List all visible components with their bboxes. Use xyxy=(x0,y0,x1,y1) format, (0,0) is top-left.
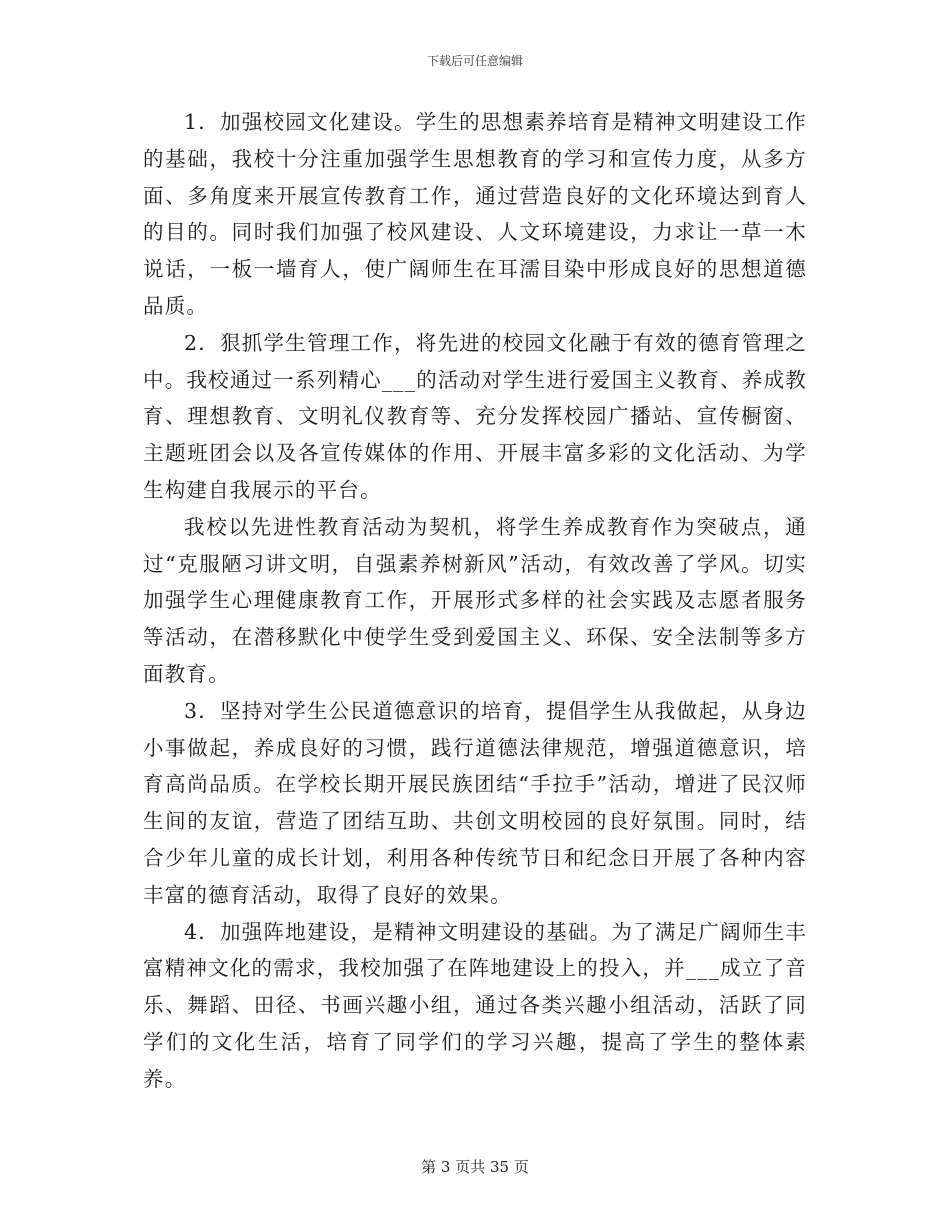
paragraph-4: 3．坚持对学生公民道德意识的培育，提倡学生从我做起，从身边小事做起，养成良好的习惯，践行道德法律规范，增强道德意识，培育高尚品质。在学校长期开展民族团结“手拉手”活动，增进了民汉师生间的友谊，营造了团结互助、共创文明校园的良好氛围。同时，结合少年儿童的成长计划，利用各种传统节日和纪念日开展了各种内容丰富的德育活动，取得了良好的效果。 xyxy=(143,698,807,907)
page-footer: 第 3 页共 35 页 xyxy=(421,1158,529,1176)
paragraph-5: 4．加强阵地建设，是精神文明建设的基础。为了满足广阔师生丰富精神文化的需求，我校加强了在阵地建设上的投入，并___成立了音乐、舞蹈、田径、书画兴趣小组，通过各类兴趣小组活动，活跃了同学们的文化生活，培育了同学们的学习兴趣，提高了学生的整体素养。 xyxy=(143,919,807,1091)
paragraph-2: 2．狠抓学生管理工作，将先进的校园文化融于有效的德育管理之中。我校通过一系列精心___的活动对学生进行爱国主义教育、养成教育、理想教育、文明礼仪教育等、充分发挥校园广播站、宣传橱窗、主题班团会以及各宣传媒体的作用、开展丰富多彩的文化活动、为学生构建自我展示的平台。 xyxy=(143,330,807,502)
paragraph-3: 我校以先进性教育活动为契机，将学生养成教育作为突破点，通过“克服陋习讲文明，自强素养树新风”活动，有效改善了学风。切实加强学生心理健康教育工作，开展形式多样的社会实践及志愿者服务等活动，在潜移默化中使学生受到爱国主义、环保、安全法制等多方面教育。 xyxy=(143,514,807,686)
page-header: 下载后可任意编辑 xyxy=(426,54,523,68)
paragraph-1: 1．加强校园文化建设。学生的思想素养培育是精神文明建设工作的基础，我校十分注重加强学生思想教育的学习和宣传力度，从多方面、多角度来开展宣传教育工作，通过营造良好的文化环境达到育人的目的。同时我们加强了校风建设、人文环境建设，力求让一草一木说话，一板一墙育人，使广阔师生在耳濡目染中形成良好的思想道德品质。 xyxy=(143,110,807,318)
document-body xyxy=(143,104,807,1098)
